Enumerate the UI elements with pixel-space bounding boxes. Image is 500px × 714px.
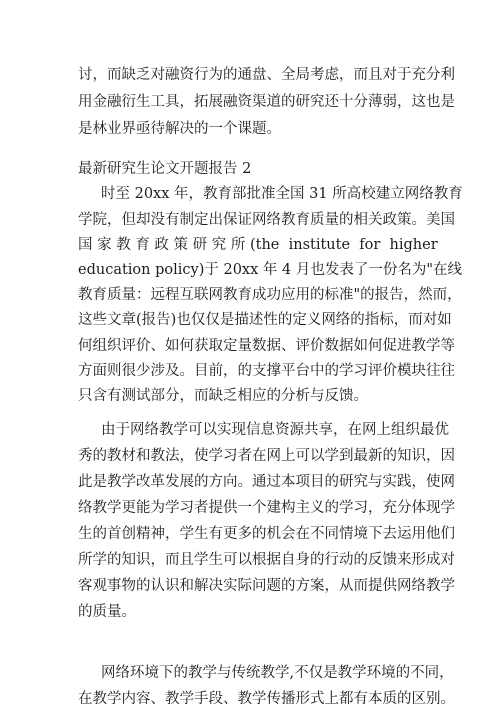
paragraph-line: 教育质量：远程互联网教育成功应用的标准"的报告，然而，	[78, 287, 462, 303]
paragraph-line: 络教学更能为学习者提供一个建构主义的学习，充分体现学	[78, 500, 455, 516]
paragraph-line: 客观事物的认识和解决实际问题的方案，从而提供网络教学	[78, 578, 455, 594]
paragraph-line: 的质量。	[78, 604, 136, 620]
paragraph-line: 所学的知识，而且学生可以根据自身的行动的反馈来形成对	[78, 552, 455, 568]
paragraph-line: 网络环境下的教学与传统教学,不仅是教学环境的不同，	[101, 665, 454, 681]
paragraph-line: 讨，而缺乏对融资行为的通盘、全局考虑，而且对于充分利	[78, 67, 455, 83]
paragraph-line: 国 家 教 育 政 策 研 究 所 (the institute for higher	[78, 237, 438, 253]
paragraph-line: 这些文章(报告)也仅仅是描述性的定义网络的指标，而对如	[78, 312, 452, 328]
paragraph-line: education policy)于 20xx 年 4 月也发表了一份名为"在线	[78, 262, 463, 278]
section-heading: 最新研究生论文开题报告 2	[78, 161, 252, 177]
paragraph-line: 生的首创精神，学生有更多的机会在不同情境下去运用他们	[78, 526, 455, 542]
paragraph-line: 何组织评价、如何获取定量数据、评价数据如何促进教学等	[78, 338, 455, 354]
paragraph-line: 是林业界亟待解决的一个课题。	[78, 121, 281, 137]
paragraph-line: 秀的教材和教法，使学习者在网上可以学到最新的知识，因	[78, 448, 455, 464]
paragraph-line: 时至 20xx 年，教育部批准全国 31 所高校建立网络教育	[101, 186, 463, 202]
paragraph-line: 此是教学改革发展的方向。通过本项目的研究与实践，使网	[78, 474, 455, 490]
paragraph-line: 只含有测试部分，而缺乏相应的分析与反馈。	[78, 388, 368, 404]
paragraph-line: 在教学内容、教学手段、教学传播形式上都有本质的区别。	[78, 691, 455, 707]
paragraph-line: 学院，但却没有制定出保证网络教育质量的相关政策。美国	[78, 212, 455, 228]
paragraph-line: 方面则很少涉及。目前，的支撑平台中的学习评价模块往往	[78, 363, 455, 379]
paragraph-line: 用金融衍生工具，拓展融资渠道的研究还十分薄弱，这也是	[78, 94, 455, 110]
paragraph-line: 由于网络教学可以实现信息资源共享，在网上组织最优	[101, 422, 449, 438]
